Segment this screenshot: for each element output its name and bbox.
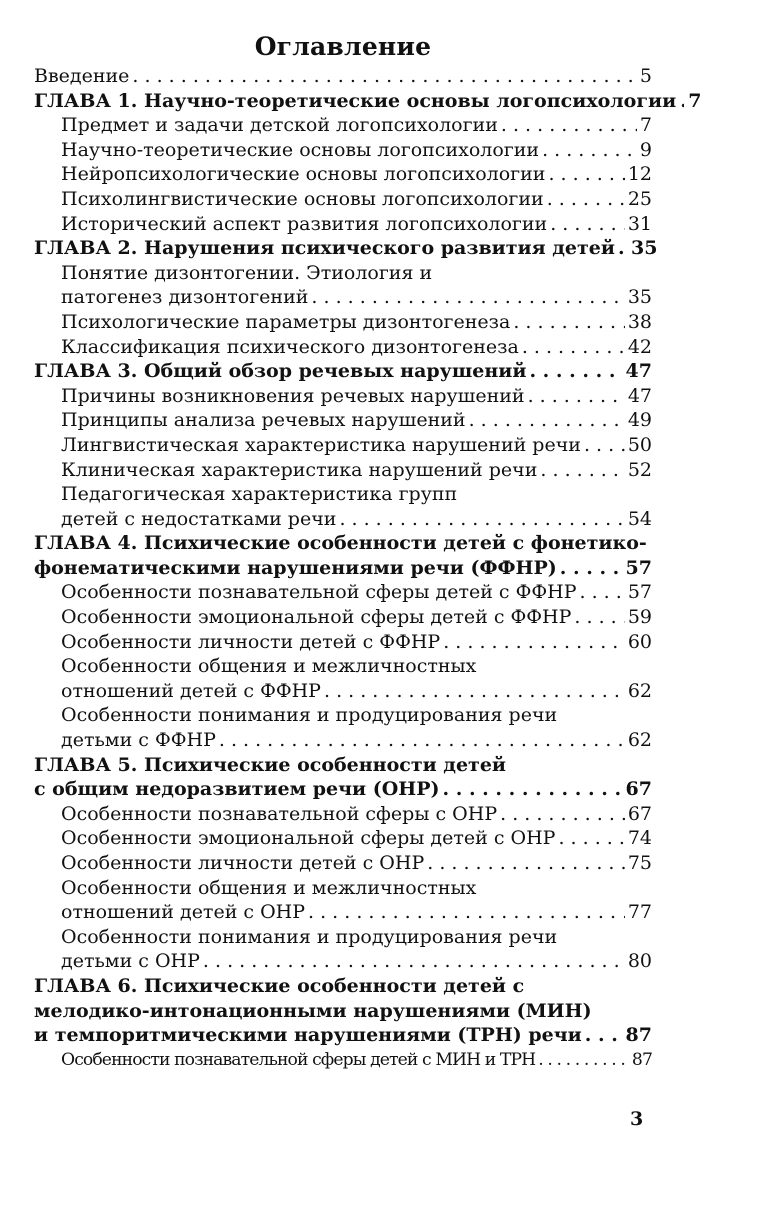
toc-section[interactable] — [34, 212, 652, 237]
toc-entry-title-line: ГЛАВА 5. Психические особенности детей — [34, 753, 507, 776]
dot-leader — [529, 359, 622, 384]
dot-leader — [560, 556, 623, 581]
toc-section[interactable] — [34, 851, 652, 876]
toc-entry-title: Особенности личности детей с ФФНР — [61, 630, 441, 653]
toc-section[interactable] — [34, 261, 652, 310]
toc-entry-title-line: Особенности общения и межличностных — [61, 655, 477, 678]
page-title: Оглавление — [254, 32, 432, 61]
toc-chapter-5[interactable] — [34, 753, 652, 802]
toc-entry-title: детьми с ОНР — [61, 950, 200, 973]
toc-entry-title-line: Особенности понимания и продуцирования речи — [61, 704, 558, 727]
dot-leader — [550, 212, 625, 237]
toc-page-number: 62 — [627, 729, 652, 752]
toc-section[interactable] — [34, 113, 652, 138]
toc-page-number: 75 — [627, 852, 652, 874]
toc-page-number: 59 — [627, 606, 652, 629]
toc-entry-title: и темпоритмическими нарушениями (ТРН) речи — [34, 1024, 582, 1047]
toc-section[interactable] — [34, 654, 652, 703]
dot-leader — [584, 433, 625, 458]
toc-entry-title-line: ГЛАВА 6. Психические особенности детей с — [34, 974, 525, 997]
toc-entry-title-line: мелодико-интонационными нарушениями (МИН) — [34, 999, 592, 1022]
toc-page-number: 35 — [630, 237, 658, 260]
toc-section[interactable] — [34, 310, 652, 335]
toc-entry-title: Психолингвистические основы логопсихологии — [61, 187, 544, 210]
toc-entry-title: Особенности эмоциональной сферы детей с ОНР — [61, 827, 556, 850]
toc-entry-title: Предмет и задачи детской логопсихологии — [61, 114, 498, 137]
dot-leader — [203, 949, 625, 974]
dot-leader — [574, 605, 624, 630]
toc-chapter-3[interactable] — [34, 359, 652, 384]
toc-section[interactable] — [34, 138, 652, 163]
toc-entry-title: Особенности эмоциональной сферы детей с ФФНР — [61, 606, 572, 629]
toc-entry-title-line: Понятие дизонтогении. Этиология и — [61, 261, 433, 284]
toc-section[interactable] — [34, 802, 652, 827]
toc-page-number: 12 — [627, 163, 652, 186]
page-number-footer: 3 — [630, 1108, 644, 1130]
toc-entry-title: ГЛАВА 3. Общий обзор речевых нарушений — [34, 360, 527, 383]
dot-leader — [540, 458, 624, 483]
dot-leader — [311, 285, 624, 310]
toc-entry-title: Клиническая характеристика нарушений речи — [61, 458, 538, 481]
toc-entry-title: Особенности познавательной сферы детей с ФФНР — [61, 581, 577, 604]
toc-page-number: 87 — [631, 1049, 652, 1070]
toc-entry-title: Лингвистическая характеристика нарушений речи — [61, 433, 581, 456]
toc-entry-title: патогенез дизонтогений — [61, 286, 309, 309]
toc-entry-title: Психологические параметры дизонтогенеза — [61, 310, 511, 333]
dot-leader — [618, 236, 628, 261]
dot-leader — [680, 89, 684, 114]
toc-entry-title: детей с недостатками речи — [61, 507, 337, 530]
toc-page-number: 74 — [627, 827, 652, 850]
dot-leader — [522, 335, 625, 360]
dot-leader — [528, 384, 625, 409]
toc-entry-title: отношений детей с ОНР — [61, 901, 306, 924]
toc-section[interactable] — [34, 580, 652, 605]
toc-chapter-2[interactable] — [34, 236, 658, 261]
toc-section[interactable] — [34, 703, 652, 752]
toc-entry-title: Причины возникновения речевых нарушений — [61, 384, 525, 407]
dot-leader — [219, 728, 625, 753]
dot-leader — [513, 310, 624, 335]
dot-leader — [308, 900, 625, 925]
toc-page-number: 67 — [627, 802, 652, 825]
toc-page-number: 7 — [688, 89, 702, 112]
toc-entry-title: Особенности познавательной сферы с ОНР — [61, 802, 498, 825]
toc-entry-title: Классификация психического дизонтогенеза — [61, 335, 519, 358]
toc-page-number: 5 — [639, 65, 652, 87]
toc-chapter-4[interactable] — [34, 531, 652, 580]
toc-page-number: 57 — [625, 556, 652, 579]
dot-leader — [547, 187, 625, 212]
toc-entry-title-line: ГЛАВА 4. Психические особенности детей с фонетико- — [34, 532, 647, 555]
toc-chapter-1[interactable] — [34, 89, 702, 114]
toc-page-number: 77 — [627, 901, 652, 924]
toc-entry-title: ГЛАВА 1. Научно-теоретические основы логопсихологии — [34, 89, 677, 112]
toc-page-number: 35 — [627, 286, 652, 309]
toc-page-number: 62 — [627, 679, 652, 702]
toc-section[interactable] — [34, 433, 652, 458]
toc-page — [34, 30, 702, 1072]
toc-page-number: 52 — [627, 458, 652, 481]
dot-leader — [585, 1023, 623, 1048]
toc-page-number: 42 — [627, 335, 652, 358]
toc-section[interactable] — [34, 630, 652, 655]
dot-leader — [542, 138, 637, 163]
toc-page-number: 9 — [639, 138, 652, 161]
toc-section[interactable] — [34, 162, 652, 187]
toc-section[interactable] — [34, 408, 652, 433]
toc-page-number: 38 — [627, 310, 652, 333]
toc-page-number: 47 — [627, 384, 652, 407]
toc-entry-title: с общим недоразвитием речи (ОНР) — [34, 778, 440, 801]
toc-section[interactable] — [34, 482, 652, 531]
toc-page-number: 57 — [627, 581, 652, 604]
toc-entry-title: детьми с ФФНР — [61, 729, 216, 752]
toc-page-number: 25 — [627, 187, 652, 210]
dot-leader — [132, 64, 636, 89]
toc-page-number: 60 — [627, 630, 652, 653]
dot-leader — [339, 507, 624, 532]
toc-page-number: 47 — [625, 360, 652, 383]
toc-entry-title: Особенности личности детей с ОНР — [61, 852, 425, 874]
dot-leader — [579, 580, 624, 605]
toc-entry-title: отношений детей с ФФНР — [61, 679, 321, 702]
toc-page-number: 49 — [627, 409, 652, 432]
toc-entry-title: ГЛАВА 2. Нарушения психического развития детей — [34, 237, 615, 260]
toc-section[interactable] — [34, 187, 652, 212]
dot-leader — [558, 826, 624, 851]
dot-leader — [324, 679, 625, 704]
toc-section[interactable] — [34, 826, 652, 851]
toc-entry-introduction[interactable] — [34, 64, 652, 89]
table-of-contents — [34, 64, 702, 1072]
toc-page-number: 54 — [627, 507, 652, 530]
toc-section[interactable] — [34, 605, 652, 630]
toc-section[interactable] — [34, 925, 652, 974]
dot-leader — [548, 162, 624, 187]
dot-leader — [501, 113, 637, 138]
toc-page-number: 80 — [627, 950, 652, 973]
toc-section[interactable] — [34, 384, 652, 409]
toc-entry-title: Исторический аспект развития логопсихологии — [61, 212, 548, 235]
toc-entry-title-line: Педагогическая характеристика групп — [61, 483, 458, 506]
toc-entry-title: Особенности познавательной сферы детей с МИН и ТРН — [61, 1049, 536, 1070]
toc-page-number: 31 — [627, 212, 652, 235]
toc-page-number: 50 — [627, 433, 652, 456]
toc-entry-title: Нейропсихологические основы логопсихологии — [61, 163, 546, 186]
toc-entry-title: Принципы анализа речевых нарушений — [61, 409, 466, 432]
toc-section[interactable] — [34, 1048, 652, 1073]
toc-page-number: 67 — [625, 778, 652, 801]
toc-entry-title: Введение — [34, 65, 130, 87]
dot-leader — [443, 630, 625, 655]
dot-leader — [469, 408, 625, 433]
toc-entry-title: фонематическими нарушениями речи (ФФНР) — [34, 556, 557, 579]
toc-section[interactable] — [34, 335, 652, 360]
toc-page-number: 7 — [639, 114, 652, 137]
toc-page-number: 87 — [625, 1024, 652, 1047]
dot-leader — [427, 851, 625, 876]
toc-section[interactable] — [34, 458, 652, 483]
toc-chapter-6[interactable] — [34, 974, 652, 1048]
dot-leader — [500, 802, 625, 827]
toc-entry-title-line: Особенности понимания и продуцирования речи — [61, 925, 558, 948]
dot-leader — [538, 1048, 629, 1073]
toc-entry-title: Научно-теоретические основы логопсихологии — [61, 138, 540, 161]
toc-section[interactable] — [34, 876, 652, 925]
dot-leader — [442, 777, 622, 802]
toc-entry-title-line: Особенности общения и межличностных — [61, 876, 477, 899]
